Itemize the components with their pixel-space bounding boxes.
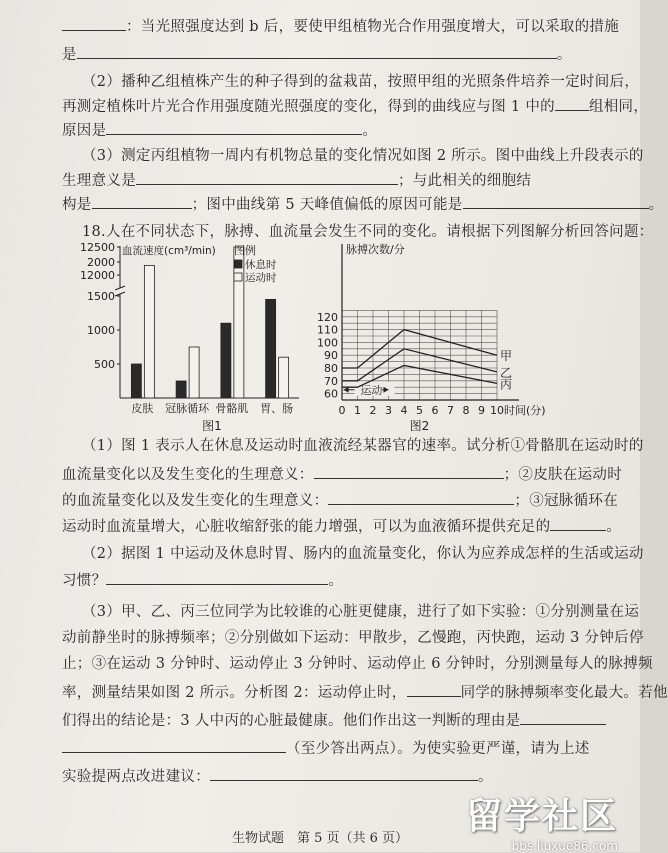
q2-line: （2）据图 1 中运动及休息时胃、肠内的血流量变化，你认为应养成怎样的生活或运动 [82,546,644,562]
answer-blank [62,16,126,31]
x-tick-label: 0 [338,404,346,417]
watermark-logo: 留学社区 [465,796,618,837]
series-label: 乙 [500,365,513,380]
y-tick-label: 70 [324,374,338,388]
category-label: 冠脉循环 [165,402,210,415]
q3-line: 们得出的结论是：3 人中丙的心脏最健康。他们作出这一判断的理由是 [62,710,616,731]
bar-exercise [189,347,199,398]
x-tick-label: 9 [478,404,485,417]
y-tick-label: 110 [317,323,338,337]
q2-line: 习惯？ 。 [62,570,616,591]
q3-line: 率，测量结果如图 2 所示。分析图 2：运动停止时， 同学的脉搏频率变化最大。若他 [62,682,616,703]
figure-1-bar-chart [80,240,306,436]
text-line: 原因是 。 [62,120,616,141]
figure-2-line-chart [312,240,638,436]
text-line: （3）测定丙组植物一周内有机物总量的变化情况如图 2 所示。图中曲线上升段表示的 [82,148,644,164]
answer-blank [210,766,478,781]
bar-rest [266,299,276,398]
x-tick-label: 2 [369,404,377,417]
y-tick-label: 1500 [87,290,115,303]
bar-exercise [144,265,154,398]
text-line: 构是 ；图中曲线第 5 天峰值偏低的原因可能是 。 [62,194,616,215]
y-tick-label: 12000 [80,269,115,282]
legend-swatch [234,273,242,281]
q3-line: 实验提两点改进建议： 。 [62,766,616,787]
legend-swatch [234,260,242,268]
x-tick-label: 5 [416,404,423,417]
q1-line: （1）图 1 表示人在休息及运动时血液流经某器官的速率。试分析①骨骼肌在运动时的 [82,438,644,454]
x-tick-label: 10 [490,404,504,417]
y-axis-label: 血流速度(cm³/min) [122,245,216,257]
answer-blank [92,194,192,209]
category-label: 皮肤 [131,402,154,415]
annotation-label: 运动 [360,383,383,397]
answer-blank [314,464,504,479]
answer-blank [555,96,589,111]
bar-rest [221,323,231,398]
answer-blank [407,682,461,697]
bar-rest [176,381,186,398]
text-line: ：当光照强度达到 b 后，要使甲组植物光合作用强度增大，可以采取的措施 [62,16,616,37]
y-tick-label: 80 [324,362,338,375]
q1-line: 运动时血流量增大，心脏收缩舒张的能力增强，可以为血液循环提供充足的 。 [62,516,616,537]
answer-blank [77,44,557,59]
answer-blank [463,194,649,209]
category-label: 骨骼肌 [215,402,249,415]
x-tick-label: 3 [385,404,392,417]
x-axis-label: 时间(分) [504,404,546,417]
y-tick-label: 60 [324,387,338,401]
text-line: 生理意义是 ；与此相关的细胞结 [62,170,616,191]
watermark [466,788,618,853]
y-tick-label: 1000 [87,324,115,337]
y-tick-label: 12500 [80,241,115,254]
answer-blank [136,170,398,185]
page-footer: 生物试题 第 5 页（共 6 页） [231,831,409,846]
figure-caption: 图2 [409,419,430,433]
bar-exercise [279,357,289,398]
answer-blank [520,710,606,725]
q1-line: 血流量变化以及发生变化的生理意义： ；②皮肤在运动时 [62,464,616,485]
y-tick-label: 90 [324,349,338,363]
q3-line: （3）甲、乙、丙三位同学为比较谁的心脏更健康，进行了如下实验：①分别测量在运 [82,604,640,620]
y-axis-label: 脉搏次数/分 [346,243,405,256]
y-tick-label: 120 [317,310,338,324]
text-line: 再测定植株叶片光合作用强度随光照强度的变化，得到的曲线应与图 1 中的 组相同， [62,96,616,117]
answer-blank [328,490,514,505]
q1-line: 的血流量变化以及发生变化的生理意义： ；③冠脉循环在 [62,490,616,511]
q3-line: 止；③在运动 3 分钟时、运动停止 3 分钟时、运动停止 6 分钟时，分别测量每人的脉搏频 [62,656,653,672]
answer-blank [106,120,362,135]
axis-break-gap [114,288,126,294]
text-line: （2）播种乙组植株产生的种子得到的盆栽苗，按照甲组的光照条件培养一定时间后， [82,74,640,90]
y-tick-label: 100 [317,336,338,350]
x-tick-label: 8 [462,404,470,417]
figure-caption: 图1 [202,419,222,433]
series-label: 甲 [500,349,513,364]
bar-rest [131,364,141,398]
x-tick-label: 7 [447,404,454,417]
category-label: 胃、肠 [260,402,294,415]
y-tick-label: 500 [94,358,115,371]
watermark-url: bbs.liuxue86.com [511,839,618,853]
text-line: 是 。 [62,44,616,65]
q3-line: 动前静坐时的脉搏频率；②分别做如下运动：甲散步，乙慢跑，丙快跑，运动 3 分钟后停 [62,630,644,646]
x-tick-label: 4 [400,404,408,417]
x-tick-label: 6 [431,404,439,417]
legend-label: 运动时 [245,272,277,284]
series-label: 丙 [500,377,513,392]
question-18-stem: 18.人在不同状态下，脉搏、血流量会发生不同的变化。请根据下列图解分析回答问题： [82,224,654,240]
x-tick-label: 1 [354,404,361,417]
legend-label: 休息时 [245,259,277,271]
answer-blank [62,738,286,753]
q3-line: （至少答出两点）。为使实验更严谨，请为上述 [62,738,616,759]
legend-title: 图例 [234,244,256,257]
answer-blank [550,516,606,531]
answer-blank [106,570,328,585]
y-tick-label: 2000 [87,256,115,269]
bar-exercise [234,247,244,398]
